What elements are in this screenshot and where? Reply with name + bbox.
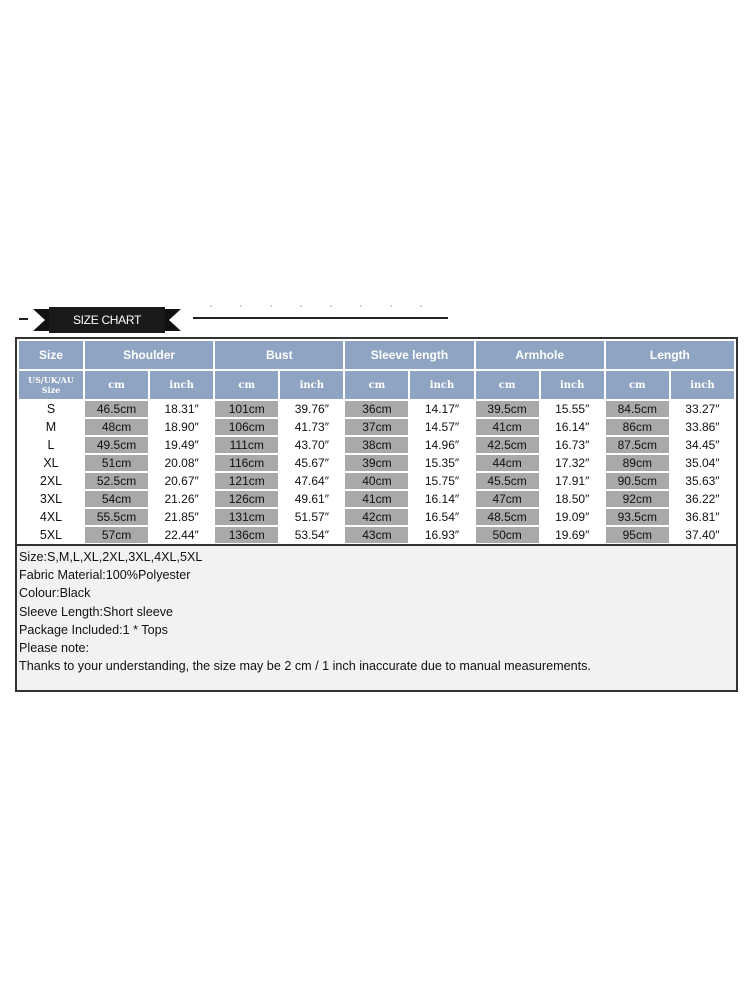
inch-value-cell: 19.09″ — [541, 509, 604, 525]
header-size-region — [19, 371, 83, 399]
size-cell: 2XL — [19, 473, 83, 489]
note-fabric: Fabric Material:100%Polyester — [19, 568, 191, 583]
unit-cm: cm — [85, 371, 148, 399]
cm-value-cell: 36cm — [345, 401, 408, 417]
cm-value-cell: 40cm — [345, 473, 408, 489]
inch-value-cell: 15.35″ — [410, 455, 473, 471]
cm-value-cell: 95cm — [606, 527, 669, 543]
cm-value-cell: 48cm — [85, 419, 148, 435]
unit-cm: cm — [606, 371, 669, 399]
size-chart-banner — [0, 300, 750, 340]
inch-value-cell: 14.57″ — [410, 419, 473, 435]
cm-value-cell: 39cm — [345, 455, 408, 471]
note-please: Please note: — [19, 640, 90, 655]
unit-cm: cm — [345, 371, 408, 399]
cm-value-cell: 89cm — [606, 455, 669, 471]
inch-value-cell: 37.40″ — [671, 527, 734, 543]
inch-value-cell: 16.14″ — [410, 491, 473, 507]
cm-value-cell: 37cm — [345, 419, 408, 435]
unit-inch: inch — [410, 371, 473, 399]
header-bust: Bust — [215, 341, 343, 369]
inch-value-cell: 17.91″ — [541, 473, 604, 489]
unit-cm: cm — [215, 371, 278, 399]
note-sleeve: Sleeve Length:Short sleeve — [19, 604, 174, 619]
size-table-body — [19, 401, 734, 543]
cm-value-cell: 106cm — [215, 419, 278, 435]
header-length: Length — [606, 341, 734, 369]
cm-value-cell: 48.5cm — [476, 509, 539, 525]
cm-value-cell: 50cm — [476, 527, 539, 543]
inch-value-cell: 19.69″ — [541, 527, 604, 543]
inch-value-cell: 22.44″ — [150, 527, 213, 543]
cm-value-cell: 111cm — [215, 437, 278, 453]
cm-value-cell: 131cm — [215, 509, 278, 525]
inch-value-cell: 19.49″ — [150, 437, 213, 453]
header-row-units — [19, 371, 734, 399]
cm-value-cell: 92cm — [606, 491, 669, 507]
inch-value-cell: 16.14″ — [541, 419, 604, 435]
cm-value-cell: 41cm — [476, 419, 539, 435]
banner-dash — [19, 318, 28, 320]
inch-value-cell: 36.22″ — [671, 491, 734, 507]
banner-ribbon — [33, 307, 181, 333]
size-row-4xl — [19, 509, 734, 525]
cm-value-cell: 121cm — [215, 473, 278, 489]
cm-value-cell: 38cm — [345, 437, 408, 453]
size-row-xl — [19, 455, 734, 471]
cm-value-cell: 42cm — [345, 509, 408, 525]
inch-value-cell: 43.70″ — [280, 437, 343, 453]
inch-value-cell: 20.67″ — [150, 473, 213, 489]
inch-value-cell: 18.50″ — [541, 491, 604, 507]
inch-value-cell: 36.81″ — [671, 509, 734, 525]
cm-value-cell: 90.5cm — [606, 473, 669, 489]
header-armhole: Armhole — [476, 341, 604, 369]
size-chart-table — [15, 337, 738, 546]
size-row-l — [19, 437, 734, 453]
inch-value-cell: 20.08″ — [150, 455, 213, 471]
cm-value-cell: 86cm — [606, 419, 669, 435]
header-sleeve-length: Sleeve length — [345, 341, 473, 369]
inch-value-cell: 35.04″ — [671, 455, 734, 471]
cm-value-cell: 55.5cm — [85, 509, 148, 525]
size-row-5xl — [19, 527, 734, 543]
header-row-groups — [19, 341, 734, 369]
cm-value-cell: 43cm — [345, 527, 408, 543]
inch-value-cell: 53.54″ — [280, 527, 343, 543]
cm-value-cell: 44cm — [476, 455, 539, 471]
cm-value-cell: 39.5cm — [476, 401, 539, 417]
size-label: Size — [41, 385, 61, 395]
cm-value-cell: 101cm — [215, 401, 278, 417]
unit-inch: inch — [671, 371, 734, 399]
size-cell: 5XL — [19, 527, 83, 543]
inch-value-cell: 33.27″ — [671, 401, 734, 417]
cm-value-cell: 51cm — [85, 455, 148, 471]
inch-value-cell: 16.73″ — [541, 437, 604, 453]
cm-value-cell: 42.5cm — [476, 437, 539, 453]
banner-dots — [196, 305, 446, 307]
cm-value-cell: 84.5cm — [606, 401, 669, 417]
inch-value-cell: 18.31″ — [150, 401, 213, 417]
banner-title: SIZE CHART — [72, 313, 142, 327]
inch-value-cell: 14.17″ — [410, 401, 473, 417]
inch-value-cell: 16.54″ — [410, 509, 473, 525]
inch-value-cell: 45.67″ — [280, 455, 343, 471]
inch-value-cell: 33.86″ — [671, 419, 734, 435]
unit-inch: inch — [541, 371, 604, 399]
cm-value-cell: 47cm — [476, 491, 539, 507]
cm-value-cell: 41cm — [345, 491, 408, 507]
inch-value-cell: 51.57″ — [280, 509, 343, 525]
size-cell: XL — [19, 455, 83, 471]
inch-value-cell: 34.45″ — [671, 437, 734, 453]
size-region-label: US/UK/AU — [28, 375, 74, 385]
inch-value-cell: 39.76″ — [280, 401, 343, 417]
size-cell: 4XL — [19, 509, 83, 525]
header-size: Size — [19, 341, 83, 369]
note-sizes: Size:S,M,L,XL,2XL,3XL,4XL,5XL — [19, 550, 203, 564]
cm-value-cell: 87.5cm — [606, 437, 669, 453]
cm-value-cell: 93.5cm — [606, 509, 669, 525]
unit-cm: cm — [476, 371, 539, 399]
note-package: Package Included:1 * Tops — [19, 622, 168, 637]
cm-value-cell: 126cm — [215, 491, 278, 507]
size-cell: 3XL — [19, 491, 83, 507]
inch-value-cell: 14.96″ — [410, 437, 473, 453]
inch-value-cell: 18.90″ — [150, 419, 213, 435]
inch-value-cell: 17.32″ — [541, 455, 604, 471]
inch-value-cell: 21.85″ — [150, 509, 213, 525]
inch-value-cell: 47.64″ — [280, 473, 343, 489]
size-row-2xl — [19, 473, 734, 489]
size-cell: L — [19, 437, 83, 453]
size-cell: S — [19, 401, 83, 417]
cm-value-cell: 57cm — [85, 527, 148, 543]
inch-value-cell: 21.26″ — [150, 491, 213, 507]
inch-value-cell: 35.63″ — [671, 473, 734, 489]
inch-value-cell: 49.61″ — [280, 491, 343, 507]
cm-value-cell: 52.5cm — [85, 473, 148, 489]
size-row-s — [19, 401, 734, 417]
note-colour: Colour:Black — [19, 586, 91, 601]
header-shoulder: Shoulder — [85, 341, 213, 369]
inch-value-cell: 15.75″ — [410, 473, 473, 489]
inch-value-cell: 16.93″ — [410, 527, 473, 543]
unit-inch: inch — [280, 371, 343, 399]
banner-rule — [193, 317, 448, 319]
size-row-3xl — [19, 491, 734, 507]
cm-value-cell: 116cm — [215, 455, 278, 471]
cm-value-cell: 46.5cm — [85, 401, 148, 417]
size-row-m — [19, 419, 734, 435]
cm-value-cell: 45.5cm — [476, 473, 539, 489]
note-disclaimer: Thanks to your understanding, the size may be 2 cm / 1 inch inaccurate due to manual measurements. — [19, 659, 591, 674]
size-cell: M — [19, 419, 83, 435]
cm-value-cell: 136cm — [215, 527, 278, 543]
cm-value-cell: 54cm — [85, 491, 148, 507]
unit-inch: inch — [150, 371, 213, 399]
product-notes — [15, 544, 738, 692]
cm-value-cell: 49.5cm — [85, 437, 148, 453]
inch-value-cell: 15.55″ — [541, 401, 604, 417]
inch-value-cell: 41.73″ — [280, 419, 343, 435]
